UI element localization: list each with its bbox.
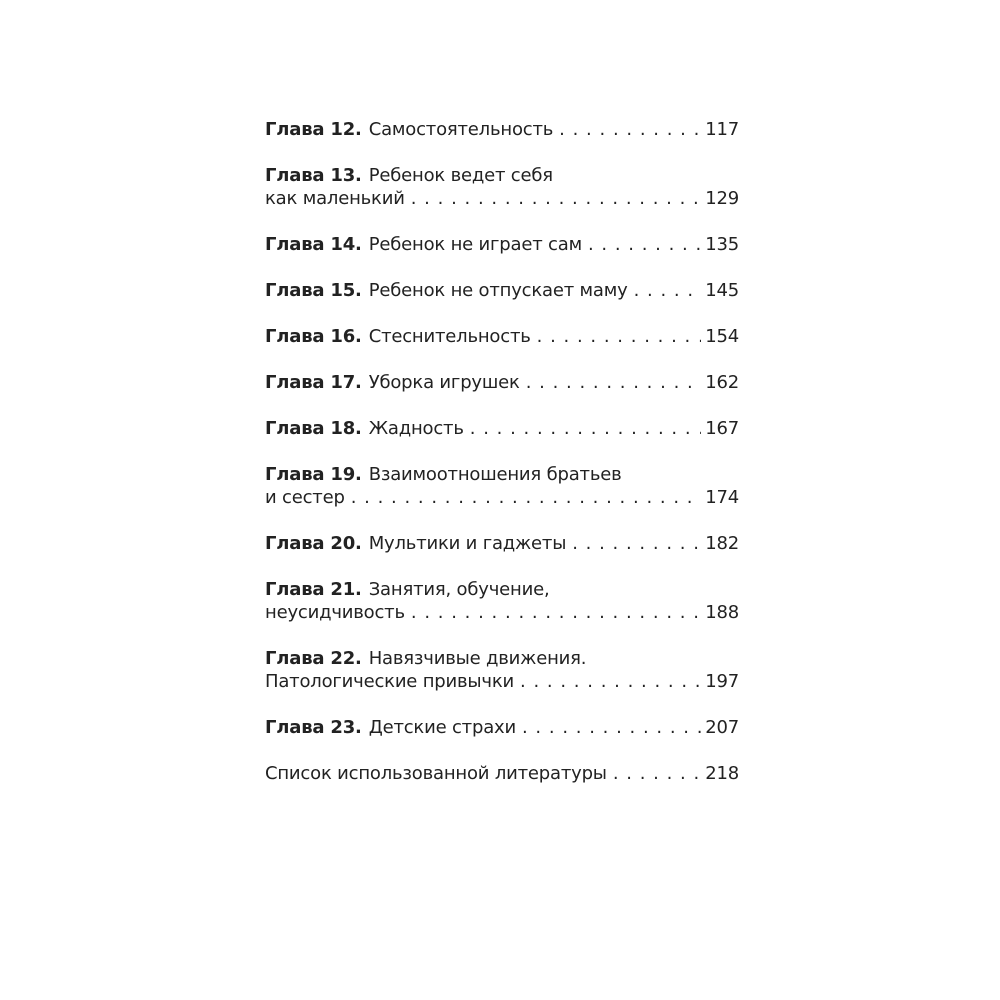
toc-line xyxy=(265,164,739,187)
chapter-title: Взаимоотношения братьев xyxy=(368,464,622,485)
toc-entry[interactable] xyxy=(265,417,739,440)
dot-leader xyxy=(522,716,701,739)
page-number: 218 xyxy=(705,763,739,784)
toc-line xyxy=(265,532,739,555)
chapter-title-continued: и сестер xyxy=(265,487,345,508)
dot-leader xyxy=(411,601,701,624)
toc-line xyxy=(265,578,739,601)
toc-line xyxy=(265,417,739,440)
chapter-title: Ребенок ведет себя xyxy=(368,165,553,186)
chapter-number: Глава 14. xyxy=(265,234,362,255)
dot-leader xyxy=(520,670,701,693)
dot-leader xyxy=(634,279,702,302)
chapter-title: Ребенок не отпускает маму xyxy=(368,280,628,301)
chapter-title: Уборка игрушек xyxy=(368,372,520,393)
chapter-title: Самостоятельность xyxy=(368,119,554,140)
page-number: 188 xyxy=(705,602,739,623)
chapter-number: Глава 17. xyxy=(265,372,362,393)
page-number: 135 xyxy=(705,234,739,255)
dot-leader xyxy=(470,417,701,440)
chapter-number: Глава 22. xyxy=(265,648,362,669)
toc-line xyxy=(265,647,739,670)
toc-entry[interactable] xyxy=(265,647,739,693)
toc-line xyxy=(265,716,739,739)
chapter-title: Занятия, обучение, xyxy=(368,579,550,600)
chapter-number: Глава 16. xyxy=(265,326,362,347)
chapter-title: Детские страхи xyxy=(368,717,516,738)
table-of-contents xyxy=(265,118,739,785)
dot-leader xyxy=(559,118,701,141)
page-number: 145 xyxy=(705,280,739,301)
chapter-number: Глава 19. xyxy=(265,464,362,485)
chapter-number: Глава 18. xyxy=(265,418,362,439)
toc-entry[interactable] xyxy=(265,532,739,555)
chapter-number: Глава 23. xyxy=(265,717,362,738)
page-number: 197 xyxy=(705,671,739,692)
page-number: 162 xyxy=(705,372,739,393)
chapter-title: Мультики и гаджеты xyxy=(368,533,567,554)
toc-entry[interactable] xyxy=(265,463,739,509)
dot-leader xyxy=(526,371,702,394)
dot-leader xyxy=(537,325,702,348)
chapter-number: Глава 15. xyxy=(265,280,362,301)
toc-entry[interactable] xyxy=(265,164,739,210)
chapter-title: Навязчивые движения. xyxy=(368,648,587,669)
dot-leader xyxy=(613,762,701,785)
chapter-title-continued: Патологические привычки xyxy=(265,671,515,692)
chapter-title: Стеснительность xyxy=(368,326,531,347)
toc-line xyxy=(265,118,739,141)
toc-entry[interactable] xyxy=(265,716,739,739)
toc-entry[interactable] xyxy=(265,233,739,256)
toc-line xyxy=(265,371,739,394)
toc-entry[interactable] xyxy=(265,279,739,302)
page-number: 129 xyxy=(705,188,739,209)
toc-entry-bibliography[interactable] xyxy=(265,762,739,785)
toc-line xyxy=(265,233,739,256)
toc-entry[interactable] xyxy=(265,578,739,624)
toc-line xyxy=(265,279,739,302)
toc-line xyxy=(265,187,739,210)
dot-leader xyxy=(411,187,702,210)
toc-line xyxy=(265,486,739,509)
chapter-number: Глава 12. xyxy=(265,119,362,140)
chapter-number: Глава 21. xyxy=(265,579,362,600)
page-number: 174 xyxy=(705,487,739,508)
dot-leader xyxy=(572,532,701,555)
chapter-title: Жадность xyxy=(368,418,464,439)
toc-line xyxy=(265,601,739,624)
chapter-title-continued: как маленький xyxy=(265,188,405,209)
chapter-number: Глава 13. xyxy=(265,165,362,186)
toc-line xyxy=(265,325,739,348)
toc-entry[interactable] xyxy=(265,325,739,348)
chapter-number: Глава 20. xyxy=(265,533,362,554)
dot-leader xyxy=(588,233,701,256)
chapter-title-continued: неусидчивость xyxy=(265,602,405,623)
page-number: 167 xyxy=(705,418,739,439)
toc-line xyxy=(265,762,739,785)
toc-line xyxy=(265,463,739,486)
toc-line xyxy=(265,670,739,693)
toc-entry[interactable] xyxy=(265,118,739,141)
chapter-title: Ребенок не играет сам xyxy=(368,234,582,255)
page-number: 117 xyxy=(705,119,739,140)
toc-entry[interactable] xyxy=(265,371,739,394)
page-number: 207 xyxy=(705,717,739,738)
bibliography-title: Список использованной литературы xyxy=(265,763,607,784)
page-number: 154 xyxy=(705,326,739,347)
dot-leader xyxy=(351,486,702,509)
page-number: 182 xyxy=(705,533,739,554)
